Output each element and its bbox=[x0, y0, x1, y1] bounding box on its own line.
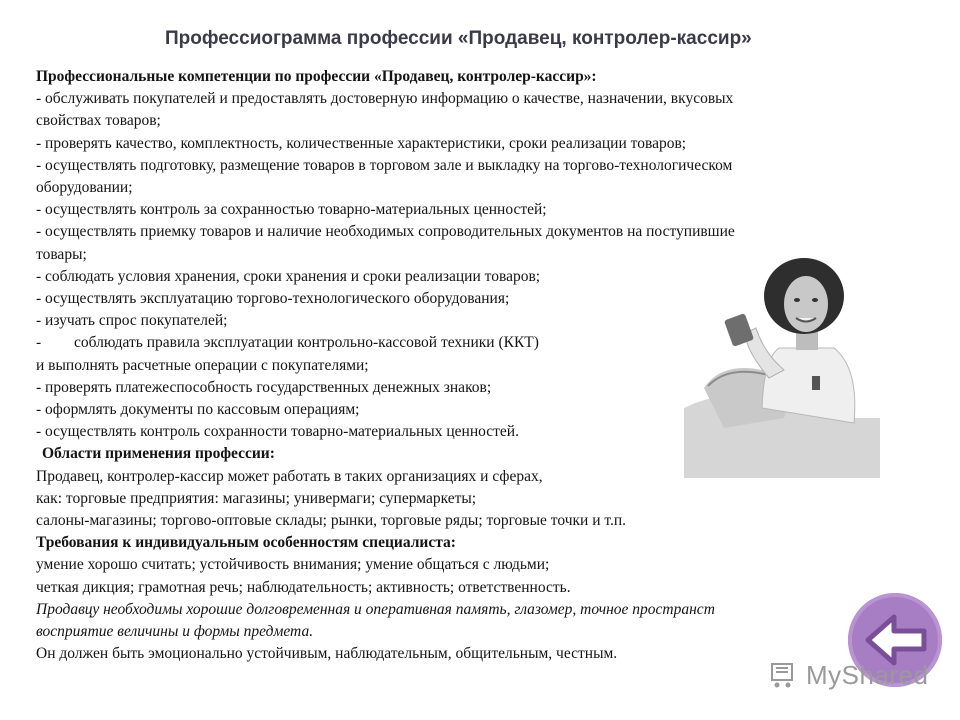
application-heading: Области применения профессии: bbox=[42, 445, 275, 463]
cart-icon bbox=[770, 660, 800, 690]
text-line: товары; bbox=[36, 245, 87, 263]
text-line: оборудовании; bbox=[36, 179, 133, 197]
text-segment: соблюдать правила эксплуатации контрольно-кассовой техники (ККТ) bbox=[74, 334, 539, 352]
text-line: салоны-магазины; торгово-оптовые склады; рынки, торговые ряды; торговые точки и т.п. bbox=[36, 512, 627, 530]
text-line: умение хорошо считать; устойчивость внимания; умение общаться с людьми; bbox=[36, 556, 550, 574]
text-line: - осуществлять приемку товаров и наличие необходимых сопроводительных документов на поступившие bbox=[36, 223, 735, 241]
text-line: - соблюдать условия хранения, сроки хранения и сроки реализации товаров; bbox=[36, 267, 541, 285]
text-line: - изучать спрос покупателей; bbox=[36, 312, 228, 330]
text-line: свойствах товаров; bbox=[36, 112, 161, 130]
text-line: четкая дикция; грамотная речь; наблюдательность; активность; ответственность. bbox=[36, 578, 571, 596]
requirements-heading: Требования к индивидуальным особенностям специалиста: bbox=[36, 534, 456, 552]
text-line: - осуществлять контроль сохранности товарно-материальных ценностей. bbox=[36, 423, 519, 441]
competencies-heading: Профессиональные компетенции по профессии «Продавец, контролер-кассир»: bbox=[36, 68, 597, 85]
text-line: - проверять платежеспособность государственных денежных знаков; bbox=[36, 378, 492, 396]
text-line: - обслуживать покупателей и предоставлять достоверную информацию о качестве, назначении, вкусовых bbox=[36, 90, 734, 108]
text-line: - осуществлять подготовку, размещение товаров в торговом зале и выкладку на торгово-технологическом bbox=[36, 156, 733, 174]
italic-line: Продавцу необходимы хорошие долговременная и оперативная память, глазомер, точное пространст bbox=[36, 600, 715, 618]
text-line: - осуществлять эксплуатацию торгово-технологического оборудования; bbox=[36, 290, 510, 308]
text-line: как: торговые предприятия: магазины; универмаги; супермаркеты; bbox=[36, 489, 477, 507]
text-line: - оформлять документы по кассовым операциям; bbox=[36, 401, 360, 419]
list-dash: - bbox=[36, 334, 42, 352]
cashier-photo bbox=[684, 258, 880, 478]
text-line: Он должен быть эмоционально устойчивым, наблюдательным, общительным, честным. bbox=[36, 645, 618, 663]
italic-line: восприятие величины и формы предмета. bbox=[36, 623, 314, 641]
text-line: - проверять качество, комплектность, количественные характеристики, сроки реализации товаров; bbox=[36, 134, 687, 152]
text-line: Продавец, контролер-кассир может работать в таких организациях и сферах, bbox=[36, 467, 543, 485]
text-line: и выполнять расчетные операции с покупателями; bbox=[36, 356, 369, 374]
logo-text: MyShared bbox=[806, 659, 929, 690]
slide-title: Профессиограмма профессии «Продавец, контролер-кассир» bbox=[165, 28, 752, 49]
myshared-logo bbox=[770, 655, 930, 695]
text-line: - осуществлять контроль за сохранностью товарно-материальных ценностей; bbox=[36, 201, 547, 219]
